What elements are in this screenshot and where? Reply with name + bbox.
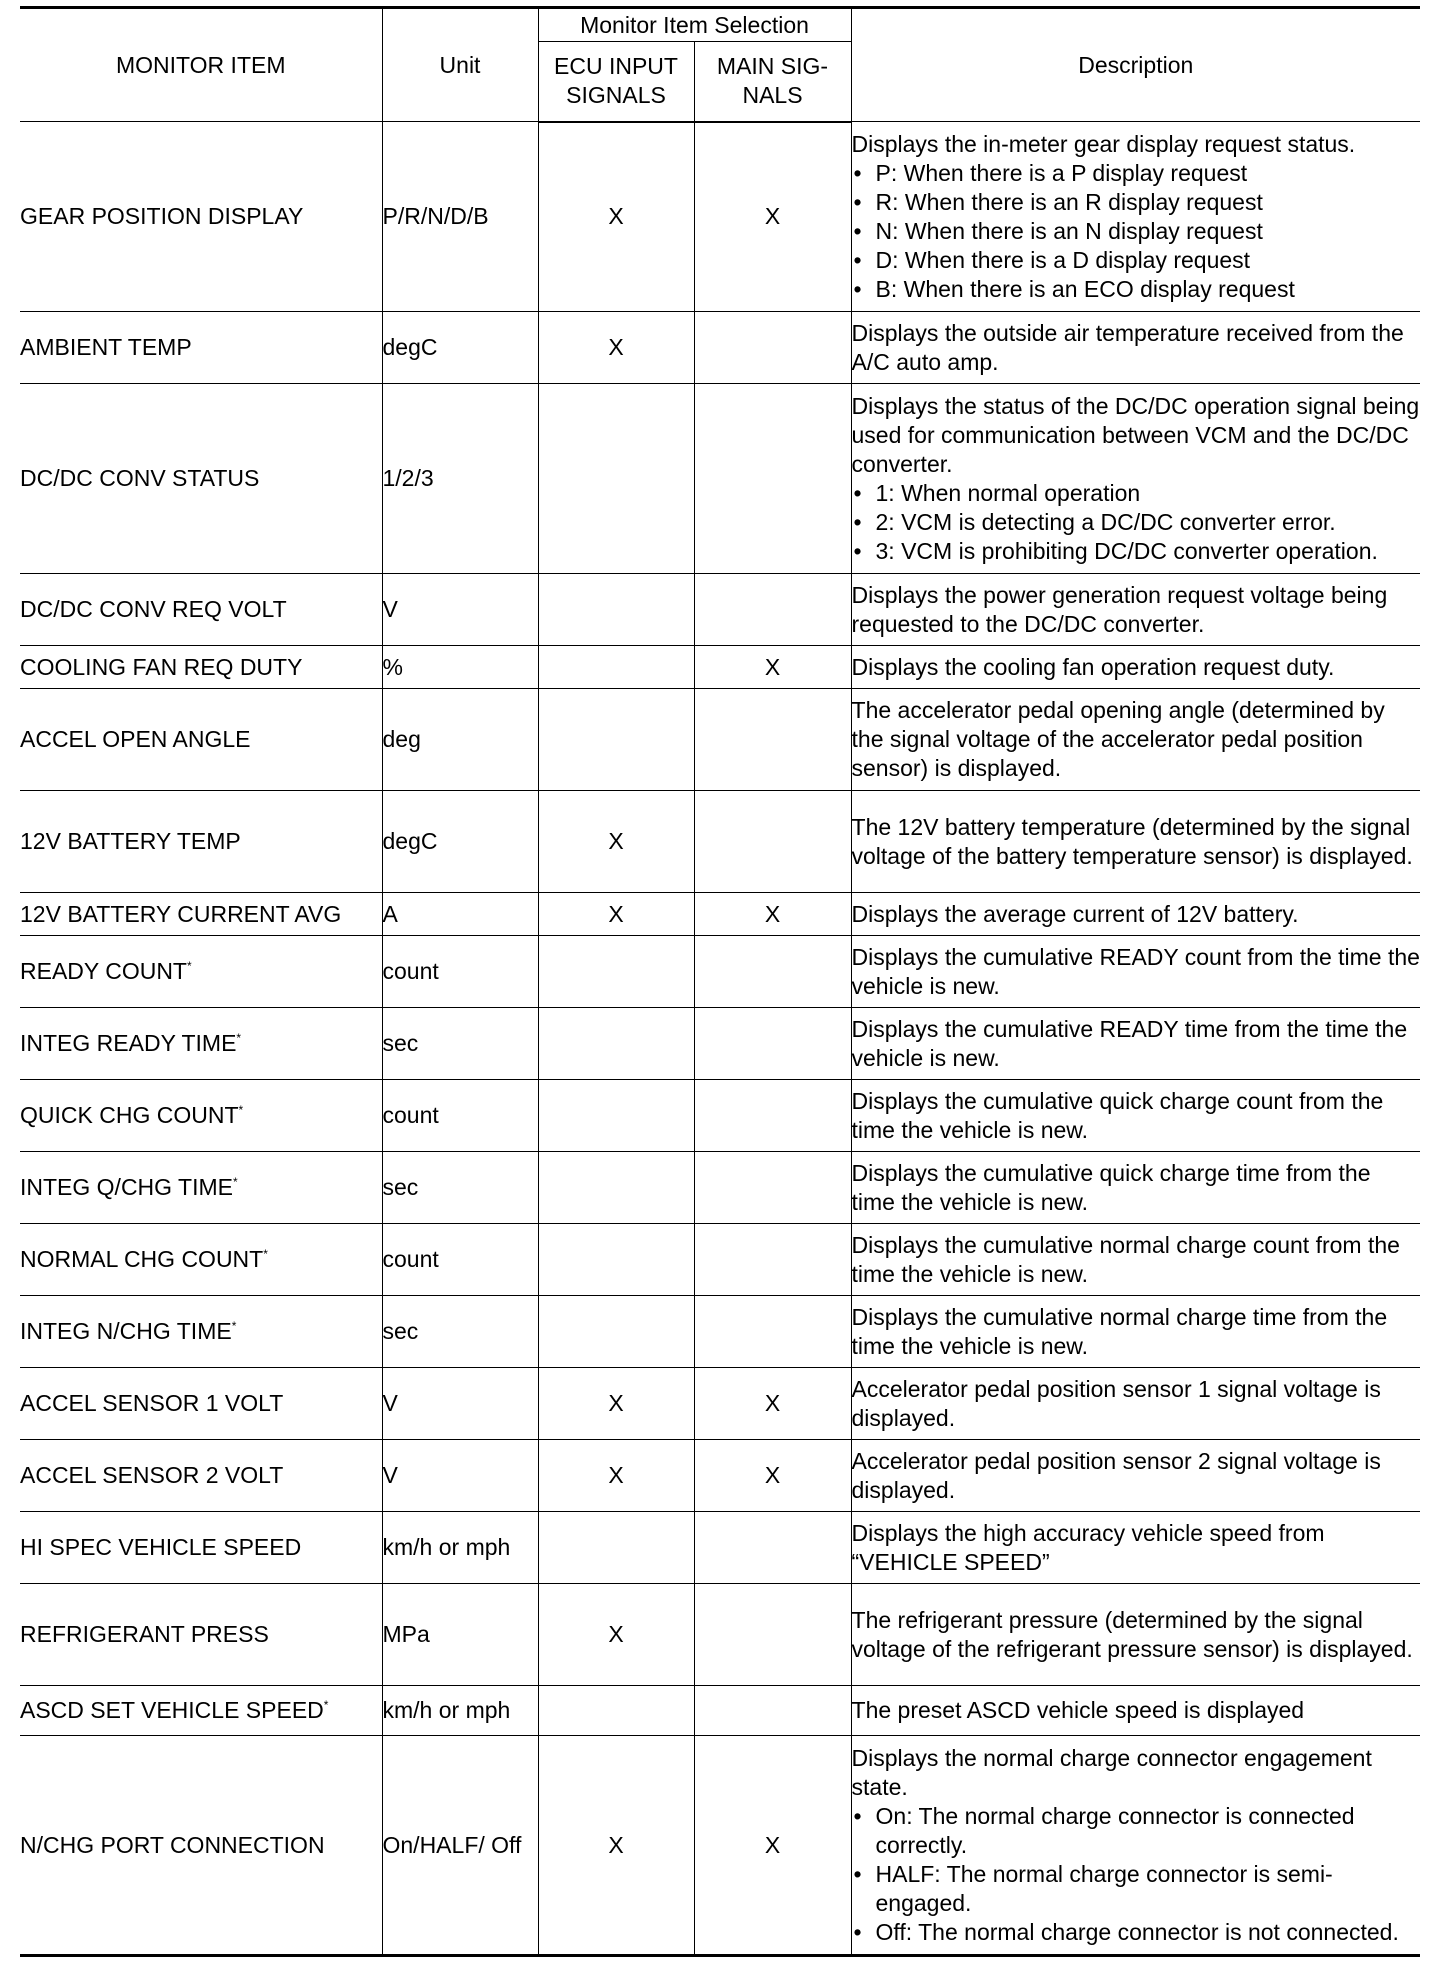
monitor-item-name: NORMAL CHG COUNT <box>20 1246 264 1272</box>
unit-cell: count <box>382 936 538 1008</box>
main-signals-cell <box>694 384 851 574</box>
monitor-item-name: ASCD SET VEHICLE SPEED <box>20 1697 324 1723</box>
monitor-item-cell <box>20 1686 382 1736</box>
monitor-item-name: 12V BATTERY TEMP <box>20 828 241 854</box>
header-monitor-item: MONITOR ITEM <box>20 8 382 122</box>
description-bullet: • 1: When normal operation <box>852 479 1421 508</box>
monitor-item-cell <box>20 122 382 312</box>
description-cell <box>851 936 1420 1008</box>
header-unit: Unit <box>382 8 538 122</box>
monitor-item-cell <box>20 1368 382 1440</box>
monitor-item-name: INTEG READY TIME <box>20 1030 237 1056</box>
description-cell <box>851 1296 1420 1368</box>
monitor-item-cell <box>20 1008 382 1080</box>
main-signals-cell <box>694 1224 851 1296</box>
main-signals-cell <box>694 689 851 791</box>
unit-cell: deg <box>382 689 538 791</box>
table-row <box>20 1008 1420 1080</box>
ecu-input-signals-cell <box>538 384 694 574</box>
main-signals-cell <box>694 1686 851 1736</box>
table-row <box>20 1440 1420 1512</box>
monitor-item-cell <box>20 574 382 646</box>
description-cell <box>851 893 1420 936</box>
monitor-item-name: GEAR POSITION DISPLAY <box>20 203 304 229</box>
description-cell <box>851 122 1420 312</box>
description-bullet-list <box>852 1802 1421 1947</box>
description-bullet-list <box>852 479 1421 566</box>
monitor-item-cell <box>20 1296 382 1368</box>
table-body <box>20 122 1420 1956</box>
description-cell <box>851 1224 1420 1296</box>
footnote-marker: * <box>238 1103 244 1117</box>
ecu-input-signals-cell <box>538 1080 694 1152</box>
description-bullet: • B: When there is an ECO display request <box>852 275 1421 304</box>
ecu-input-signals-cell: X <box>538 893 694 936</box>
main-signals-cell <box>694 791 851 893</box>
description-text: The 12V battery temperature (determined by the signal voltage of the battery temperature sensor) is displayed. <box>851 813 1413 869</box>
ecu-input-signals-cell <box>538 1224 694 1296</box>
main-signals-cell: X <box>694 1736 851 1956</box>
ecu-input-signals-cell <box>538 1152 694 1224</box>
ecu-input-signals-cell: X <box>538 1440 694 1512</box>
ecu-input-signals-cell: X <box>538 791 694 893</box>
table-row <box>20 1584 1420 1686</box>
description-cell <box>851 1008 1420 1080</box>
unit-cell: V <box>382 1440 538 1512</box>
description-text: Displays the average current of 12V battery. <box>851 900 1299 927</box>
description-bullet: • Off: The normal charge connector is not connected. <box>852 1918 1421 1947</box>
main-signals-cell <box>694 1296 851 1368</box>
monitor-item-name: N/CHG PORT CONNECTION <box>20 1831 325 1858</box>
header-main-line2: NALS <box>742 82 803 109</box>
description-bullet: • On: The normal charge connector is connected correctly. <box>852 1802 1421 1860</box>
description-cell <box>851 646 1420 689</box>
description-cell <box>851 1440 1420 1512</box>
monitor-item-name: ACCEL SENSOR 2 VOLT <box>20 1462 284 1488</box>
description-cell <box>851 1152 1420 1224</box>
description-bullet-list <box>852 159 1421 304</box>
main-signals-cell <box>694 1512 851 1584</box>
unit-cell: km/h or mph <box>382 1686 538 1736</box>
description-cell <box>851 1736 1420 1956</box>
footnote-marker: * <box>323 1698 329 1712</box>
main-signals-cell <box>694 1584 851 1686</box>
footnote-marker: * <box>187 959 192 973</box>
ecu-input-signals-cell: X <box>538 1736 694 1956</box>
monitor-item-cell <box>20 1152 382 1224</box>
description-cell <box>851 1584 1420 1686</box>
unit-cell: 1/2/3 <box>382 384 538 574</box>
table-row <box>20 1224 1420 1296</box>
description-bullet: • R: When there is an R display request <box>852 188 1421 217</box>
description-text: Displays the cumulative normal charge count from the time the vehicle is new. <box>851 1231 1400 1287</box>
unit-cell: % <box>382 646 538 689</box>
description-text: Displays the cumulative quick charge count from the time the vehicle is new. <box>851 1087 1384 1143</box>
main-signals-cell: X <box>694 1440 851 1512</box>
description-cell <box>851 689 1420 791</box>
ecu-input-signals-cell <box>538 1296 694 1368</box>
unit-cell: km/h or mph <box>382 1512 538 1584</box>
monitor-item-name: INTEG Q/CHG TIME <box>20 1174 233 1200</box>
unit-cell: sec <box>382 1296 538 1368</box>
main-signals-cell: X <box>694 122 851 312</box>
description-text: The accelerator pedal opening angle (determined by the signal voltage of the accelerator pedal position sensor) is displayed. <box>851 697 1385 781</box>
description-text: Displays the power generation request voltage being requested to the DC/DC converter. <box>851 581 1388 637</box>
description-cell <box>851 1368 1420 1440</box>
monitor-item-name: ACCEL OPEN ANGLE <box>20 726 251 752</box>
description-cell <box>851 312 1420 384</box>
description-cell <box>851 384 1420 574</box>
description-text: Displays the cooling fan operation request duty. <box>851 653 1335 680</box>
description-bullet: • 3: VCM is prohibiting DC/DC converter operation. <box>852 537 1421 566</box>
table-row <box>20 1736 1420 1956</box>
monitor-item-name: QUICK CHG COUNT <box>20 1102 239 1128</box>
table-row <box>20 1080 1420 1152</box>
description-bullet: • P: When there is a P display request <box>852 159 1421 188</box>
description-text: Displays the cumulative normal charge time from the time the vehicle is new. <box>851 1303 1388 1359</box>
table-row <box>20 689 1420 791</box>
ecu-input-signals-cell: X <box>538 122 694 312</box>
ecu-input-signals-cell <box>538 646 694 689</box>
footnote-marker: * <box>236 1031 242 1045</box>
monitor-item-cell <box>20 791 382 893</box>
description-cell <box>851 1686 1420 1736</box>
monitor-item-name: AMBIENT TEMP <box>20 334 192 360</box>
description-bullet: • HALF: The normal charge connector is semi-engaged. <box>852 1860 1421 1918</box>
main-signals-cell: X <box>694 646 851 689</box>
monitor-item-cell <box>20 1584 382 1686</box>
monitor-item-cell <box>20 1224 382 1296</box>
monitor-item-cell <box>20 893 382 936</box>
header-main-line1: MAIN SIG- <box>716 53 829 80</box>
ecu-input-signals-cell <box>538 1686 694 1736</box>
monitor-item-name: DC/DC CONV STATUS <box>20 465 260 491</box>
monitor-item-cell <box>20 689 382 791</box>
monitor-item-name: 12V BATTERY CURRENT AVG <box>20 900 342 927</box>
table-row <box>20 893 1420 936</box>
footnote-marker: * <box>263 1247 268 1261</box>
unit-cell: V <box>382 1368 538 1440</box>
description-bullet: • D: When there is a D display request <box>852 246 1421 275</box>
main-signals-cell <box>694 574 851 646</box>
description-text: Displays the outside air temperature received from the A/C auto amp. <box>851 319 1404 375</box>
unit-cell: P/R/N/D/B <box>382 122 538 312</box>
ecu-input-signals-cell <box>538 1008 694 1080</box>
ecu-input-signals-cell: X <box>538 1368 694 1440</box>
table-row <box>20 791 1420 893</box>
description-text: Accelerator pedal position sensor 1 signal voltage is displayed. <box>851 1375 1381 1431</box>
description-text: Displays the high accuracy vehicle speed from “VEHICLE SPEED” <box>851 1519 1325 1575</box>
description-text: The refrigerant pressure (determined by the signal voltage of the refrigerant pressure sensor) is displayed. <box>851 1606 1413 1662</box>
main-signals-cell <box>694 1080 851 1152</box>
main-signals-cell <box>694 312 851 384</box>
description-text: Displays the normal charge connector engagement state. <box>851 1744 1372 1800</box>
monitor-item-name: COOLING FAN REQ DUTY <box>20 653 303 680</box>
unit-cell: degC <box>382 791 538 893</box>
header-ecu-line1: ECU INPUT <box>554 53 678 80</box>
main-signals-cell <box>694 1152 851 1224</box>
description-bullet: • N: When there is an N display request <box>852 217 1421 246</box>
ecu-input-signals-cell <box>538 936 694 1008</box>
description-text: Displays the cumulative READY time from the time the vehicle is new. <box>851 1015 1408 1071</box>
unit-cell: A <box>382 893 538 936</box>
monitor-item-cell <box>20 936 382 1008</box>
unit-cell: On/HALF/ Off <box>382 1736 538 1956</box>
monitor-item-cell <box>20 312 382 384</box>
header-ecu-line2: SIGNALS <box>566 82 666 109</box>
ecu-input-signals-cell: X <box>538 1584 694 1686</box>
header-ecu-input-signals <box>538 42 694 122</box>
monitor-item-name: ACCEL SENSOR 1 VOLT <box>20 1390 284 1416</box>
header-monitor-item-selection: Monitor Item Selection <box>538 8 851 42</box>
description-text: Displays the cumulative quick charge time from the time the vehicle is new. <box>851 1159 1371 1215</box>
description-text: Displays the cumulative READY count from the time the vehicle is new. <box>851 943 1420 999</box>
description-cell <box>851 1080 1420 1152</box>
unit-cell: V <box>382 574 538 646</box>
table-row <box>20 1296 1420 1368</box>
monitor-item-cell <box>20 1440 382 1512</box>
monitor-item-table <box>20 6 1420 1957</box>
unit-cell: sec <box>382 1008 538 1080</box>
description-text: Accelerator pedal position sensor 2 signal voltage is displayed. <box>851 1447 1381 1503</box>
table-row <box>20 1686 1420 1736</box>
description-text: The preset ASCD vehicle speed is displayed <box>851 1697 1305 1723</box>
unit-cell: degC <box>382 312 538 384</box>
monitor-item-cell <box>20 384 382 574</box>
description-text: Displays the status of the DC/DC operation signal being used for communication between VCM and the DC/DC converter. <box>851 392 1420 477</box>
main-signals-cell <box>694 1008 851 1080</box>
monitor-item-cell <box>20 1512 382 1584</box>
main-signals-cell <box>694 936 851 1008</box>
unit-cell: sec <box>382 1152 538 1224</box>
monitor-item-name: READY COUNT <box>20 958 187 984</box>
ecu-input-signals-cell <box>538 1512 694 1584</box>
monitor-item-cell <box>20 1080 382 1152</box>
footnote-marker: * <box>232 1175 238 1189</box>
monitor-item-name: REFRIGERANT PRESS <box>20 1621 269 1647</box>
ecu-input-signals-cell <box>538 574 694 646</box>
footnote-marker: * <box>231 1319 237 1333</box>
table-row <box>20 1368 1420 1440</box>
ecu-input-signals-cell: X <box>538 312 694 384</box>
unit-cell: MPa <box>382 1584 538 1686</box>
header-main-signals <box>694 42 851 122</box>
table-row <box>20 1512 1420 1584</box>
ecu-input-signals-cell <box>538 689 694 791</box>
table-row <box>20 312 1420 384</box>
main-signals-cell: X <box>694 1368 851 1440</box>
description-cell <box>851 1512 1420 1584</box>
table-row <box>20 122 1420 312</box>
table-row <box>20 574 1420 646</box>
monitor-item-name: INTEG N/CHG TIME <box>20 1318 232 1344</box>
table-row <box>20 936 1420 1008</box>
monitor-item-name: DC/DC CONV REQ VOLT <box>20 596 287 622</box>
table-row <box>20 646 1420 689</box>
table-row <box>20 384 1420 574</box>
monitor-item-cell <box>20 1736 382 1956</box>
table-row <box>20 1152 1420 1224</box>
unit-cell: count <box>382 1080 538 1152</box>
main-signals-cell: X <box>694 893 851 936</box>
description-text: Displays the in-meter gear display request status. <box>851 130 1356 157</box>
description-cell <box>851 791 1420 893</box>
description-bullet: • 2: VCM is detecting a DC/DC converter error. <box>852 508 1421 537</box>
description-cell <box>851 574 1420 646</box>
monitor-item-cell <box>20 646 382 689</box>
unit-cell: count <box>382 1224 538 1296</box>
monitor-item-name: HI SPEC VEHICLE SPEED <box>20 1534 302 1560</box>
header-description: Description <box>851 8 1420 122</box>
